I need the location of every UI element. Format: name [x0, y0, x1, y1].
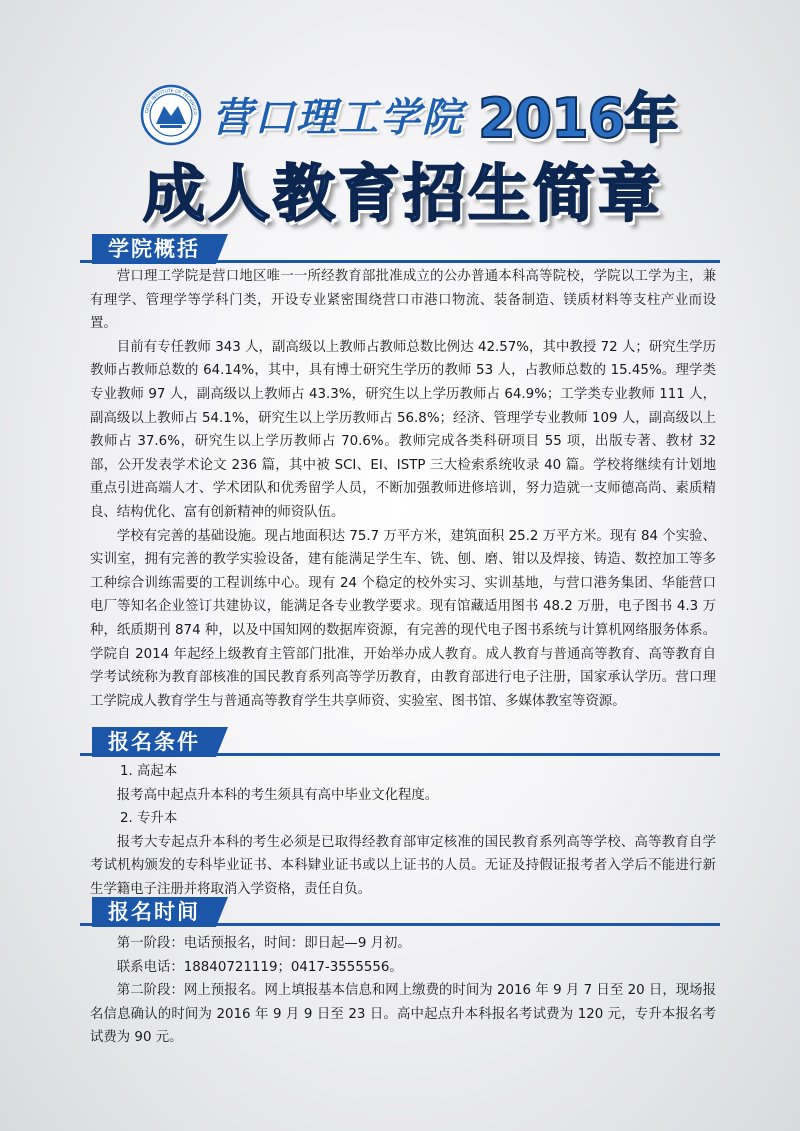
overview-text [90, 265, 716, 713]
paragraph: 第二阶段：网上预报名。网上填报基本信息和网上缴费的时间为 2016 年 9 月 7 日至 20 日，现场报名信息确认的时间为 2016 年 9 月 9 日至 23 日。高中起点升本科报名考试费为 120 元，专升本报名考试费为 90 元。 [90, 983, 716, 1046]
section-label: 报名时间 [92, 897, 216, 927]
paragraph: 报考大专起点升本科的考生必须是已取得经教育部审定核准的国民教育系列高等学校、高等教育自学考试机构颁发的专科毕业证书、本科肄业证书或以上证书的人员。无证及持假证报考者入学后不能进行新生学籍电子注册并将取消入学资格，责任自负。 [90, 834, 716, 897]
contact-phone: 联系电话：18840721119；0417-3555556。 [116, 959, 403, 975]
section-requirements-heading [80, 727, 720, 757]
list-item-label: 2. 专升本 [120, 811, 178, 827]
school-logo [140, 84, 202, 146]
section-schedule-heading [80, 897, 720, 927]
paragraph: 营口理工学院是营口地区唯一一所经教育部批准成立的公办普通本科高等院校，学院以工学为主，兼有理学、管理学等学科门类，开设专业紧密围绕营口市港口物流、装备制造、镁质材料等支柱产业而设置。 [90, 269, 716, 332]
section-overview-heading [80, 234, 720, 264]
requirements-text [90, 760, 716, 902]
paragraph: 报考高中起点升本科的考生须具有高中毕业文化程度。 [116, 787, 439, 803]
schedule-text [90, 932, 716, 1050]
section-label: 学院概括 [92, 234, 216, 264]
paragraph: 目前有专任教师 343 人，副高级以上教师占教师总数比例达 42.57%，其中教授 72 人；研究生学历教师占教师总数的 64.14%，其中，具有博士研究生学历的教师 53 人，占教师总数的 15.45%。理学类专业教师 97 人，副高级以上教师占 43.3%，研究生以上学历教师占 64.9%；工学类专业教师 111 人，副高级以上教师占 54.1%，研究生以上学历教师占 56.8%；经济、管理学专业教师 109 人，副高级以上教师占 37.6%，研究生以上学历教师占 70.6%。教师完成各类科研项目 55 项，出版专著、教材 32 部，公开发表学术论文 236 篇，其中被 SCI、EI、ISTP 三大检索系统收录 40 篇。学校将继续有计划地重点引进高端人才、学术团队和优秀留学人员，不断加强教师进修培训，努力造就一支师德高尚、素质精良、结构优化、富有创新精神的师资队伍。 [90, 339, 716, 520]
list-item-label: 1. 高起本 [120, 764, 178, 779]
school-name: 营口理工学院 [212, 94, 464, 141]
page-title: 成人教育招生简章 [143, 157, 664, 230]
paragraph: 第一阶段：电话预报名，时间：即日起—9 月初。 [116, 936, 411, 951]
section-label: 报名条件 [92, 727, 216, 757]
page-header [0, 78, 800, 228]
paragraph: 学校有完善的基础设施。现占地面积达 75.7 万平方米，建筑面积 25.2 万平方米。现有 84 个实验、实训室，拥有完善的教学实验设备，建有能满足学生车、铣、刨、磨、钳以及焊接、铸造、数控加工等多工种综合训练需要的工程训练中心。现有 24 个稳定的校外实习、实训基地，与营口港务集团、华能营口电厂等知名企业签订共建协议，能满足各专业教学要求。现有馆藏适用图书 48.2 万册，电子图书 4.3 万种，纸质期刊 874 种，以及中国知网的数据库资源，有完善的现代电子图书系统与计算机网络服务体系。学院自 2014 年起经上级教育主管部门批准，开始举办成人教育。成人教育与普通高等教育、高等教育自学考试统称为教育部核准的国民教育系列高等学历教育，由教育部进行电子注册，国家承认学历。营口理工学院成人教育学生与普通高等教育学生共享师资、实验室、图书馆、多媒体教室等资源。 [90, 528, 716, 709]
logo-text: GKOU INSTITUTE OF TECHNOLO [145, 88, 198, 116]
brochure-year: 2016年 [478, 87, 678, 150]
